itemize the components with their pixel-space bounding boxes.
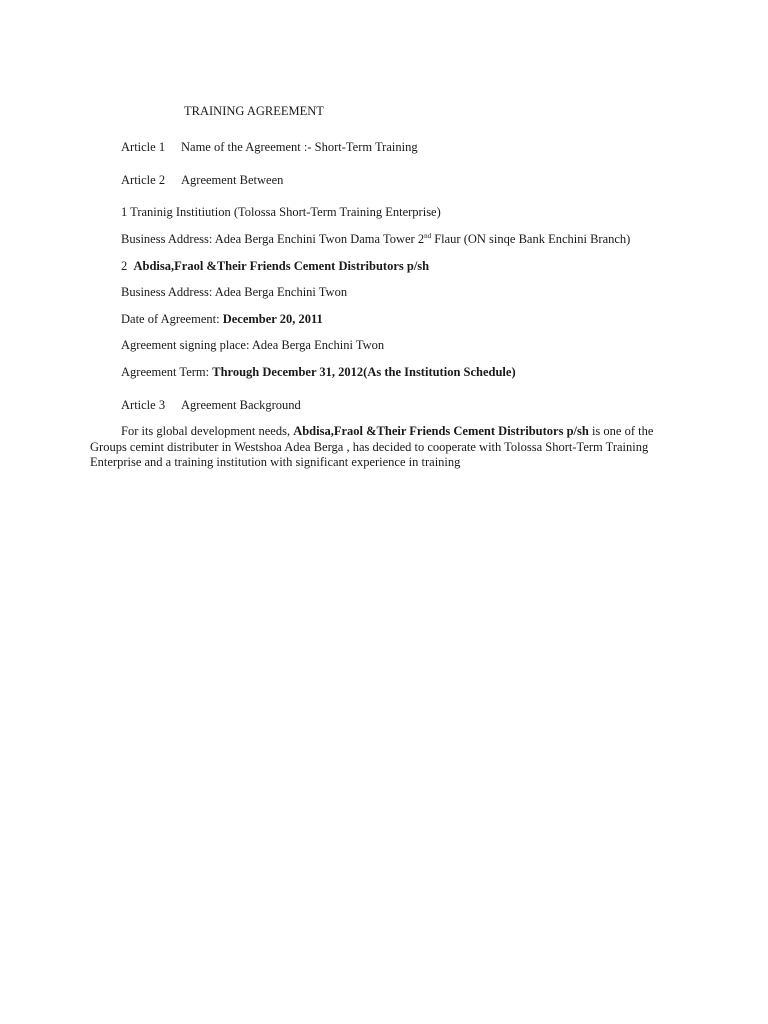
distributor-number: 2 [121,259,128,273]
training-institution: 1 Traninig Institiution (Tolossa Short-Term Training Enterprise) [121,205,441,219]
institution-address [121,232,630,247]
background-intro: For its global development needs, [121,424,294,438]
date-of-agreement [121,312,323,327]
distributor [121,259,429,274]
background-rest: is one of the Groups cemint distributer in Westshoa Adea Berga , has decided to cooperate with Tolossa Short-Term Training Enterprise and a training institution with significant experience in training [90,424,654,469]
article-2-text: Agreement Between [181,173,284,187]
distributor-name: Abdisa,Fraol &Their Friends Cement Distributors p/sh [133,259,430,273]
term-label: Agreement Term: [121,365,213,379]
background-company: Abdisa,Fraol &Their Friends Cement Distributors p/sh [293,424,589,438]
article-2-number: Article 2 [121,173,166,187]
date-value: December 20, 2011 [222,312,323,326]
article-3-text: Agreement Background [181,398,301,412]
signing-place: Agreement signing place: Adea Berga Enchini Twon [121,338,385,352]
distributor-address: Business Address: Adea Berga Enchini Twon [121,285,348,299]
agreement-term [121,365,516,380]
background-paragraph [90,424,670,471]
document-title: TRAINING AGREEMENT [184,104,324,118]
article-1-number: Article 1 [121,140,166,154]
term-value: Through December 31, 2012(As the Institution Schedule) [212,365,516,379]
institution-address-superscript: nd [424,232,432,240]
article-1 [121,140,418,155]
institution-address-suffix: Flaur (ON sinqe Bank Enchini Branch) [431,232,631,246]
article-2 [121,173,283,188]
article-1-text: Name of the Agreement :- Short-Term Training [181,140,418,154]
article-3 [121,398,301,413]
article-3-number: Article 3 [121,398,166,412]
date-label: Date of Agreement: [121,312,223,326]
institution-address-prefix: Business Address: Adea Berga Enchini Twon Dama Tower 2 [121,232,425,246]
